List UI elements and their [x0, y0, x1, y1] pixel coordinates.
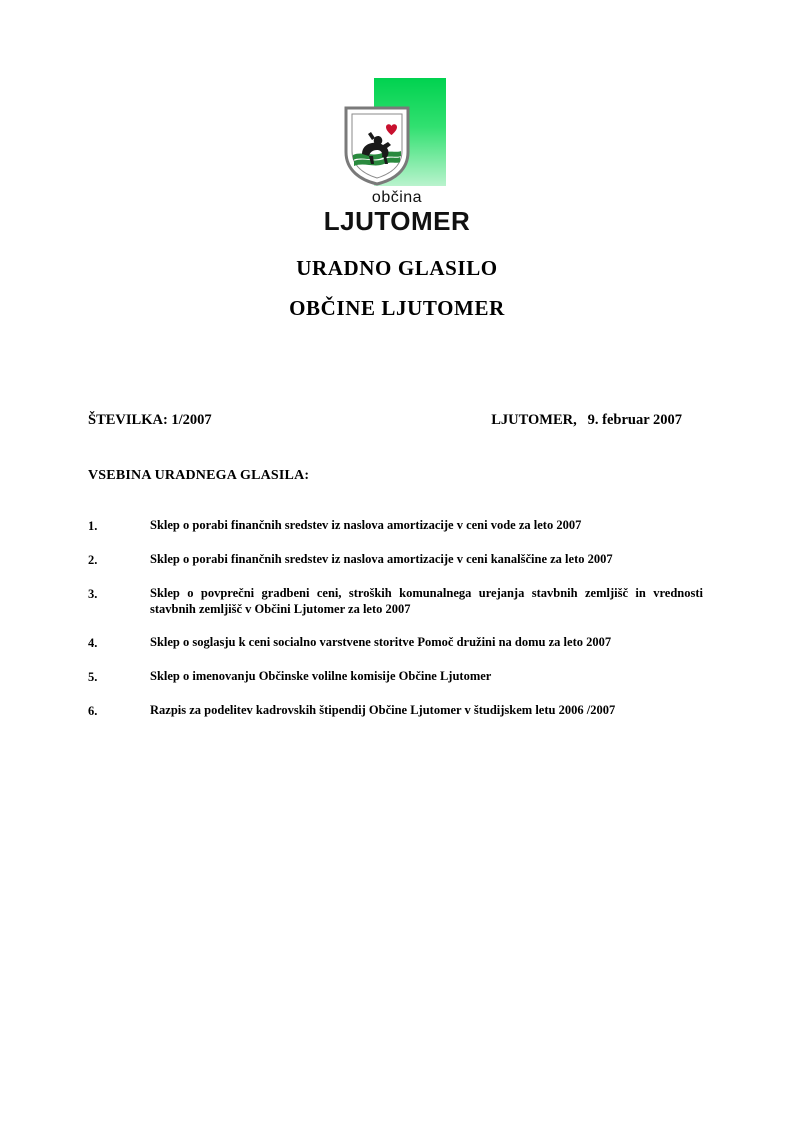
list-item-number: 4.	[88, 636, 98, 651]
logo-obcina-label: občina	[371, 189, 423, 206]
document-subtitle: OBČINE LJUTOMER	[289, 296, 505, 320]
list-item-title: Sklep o povprečni gradbeni ceni, stroških komunalnega urejanja stavbnih zemljišč in vrednosti stavbnih zemljišč v Občini Ljutomer za leto 2007	[150, 586, 703, 616]
list-item-number: 5.	[88, 670, 98, 685]
issue-number: ŠTEVILKA: 1/2007	[88, 412, 212, 428]
list-item-number: 3.	[88, 587, 98, 601]
contents-heading: VSEBINA URADNEGA GLASILA:	[88, 468, 310, 483]
list-item-title: Sklep o imenovanju Občinske volilne komisije Občine Ljutomer	[150, 669, 492, 684]
place-and-date: LJUTOMER, 9. februar 2007	[491, 412, 682, 428]
list-item	[88, 635, 703, 651]
logo-mark	[342, 78, 452, 188]
logo-ljutomer-label: LJUTOMER	[323, 205, 471, 236]
municipality-logo	[0, 78, 794, 235]
list-item-title: Sklep o soglasju k ceni socialno varstvene storitve Pomoč družini na domu za leto 2007	[150, 635, 612, 650]
list-item-title: Sklep o porabi finančnih sredstev iz naslova amortizacije v ceni kanalščine za leto 2007	[150, 552, 613, 566]
list-item	[88, 586, 703, 617]
contents-list	[88, 518, 703, 737]
list-item	[88, 703, 703, 719]
list-item	[88, 518, 703, 534]
logo-wordmark	[324, 190, 471, 235]
list-item	[88, 669, 703, 685]
document-meta	[88, 412, 708, 429]
list-item-number: 2.	[88, 553, 98, 567]
coat-of-arms-icon	[342, 104, 412, 188]
list-item-number: 1.	[88, 519, 98, 533]
list-item-title: Razpis za podelitev kadrovskih štipendij Občine Ljutomer v študijskem letu 2006 /2007	[150, 703, 616, 718]
document-title: URADNO GLASILO	[296, 256, 498, 280]
list-item-title: Sklep o porabi finančnih sredstev iz naslova amortizacije v ceni vode za leto 2007	[150, 518, 582, 532]
list-item	[88, 552, 703, 568]
list-item-number: 6.	[88, 704, 98, 719]
